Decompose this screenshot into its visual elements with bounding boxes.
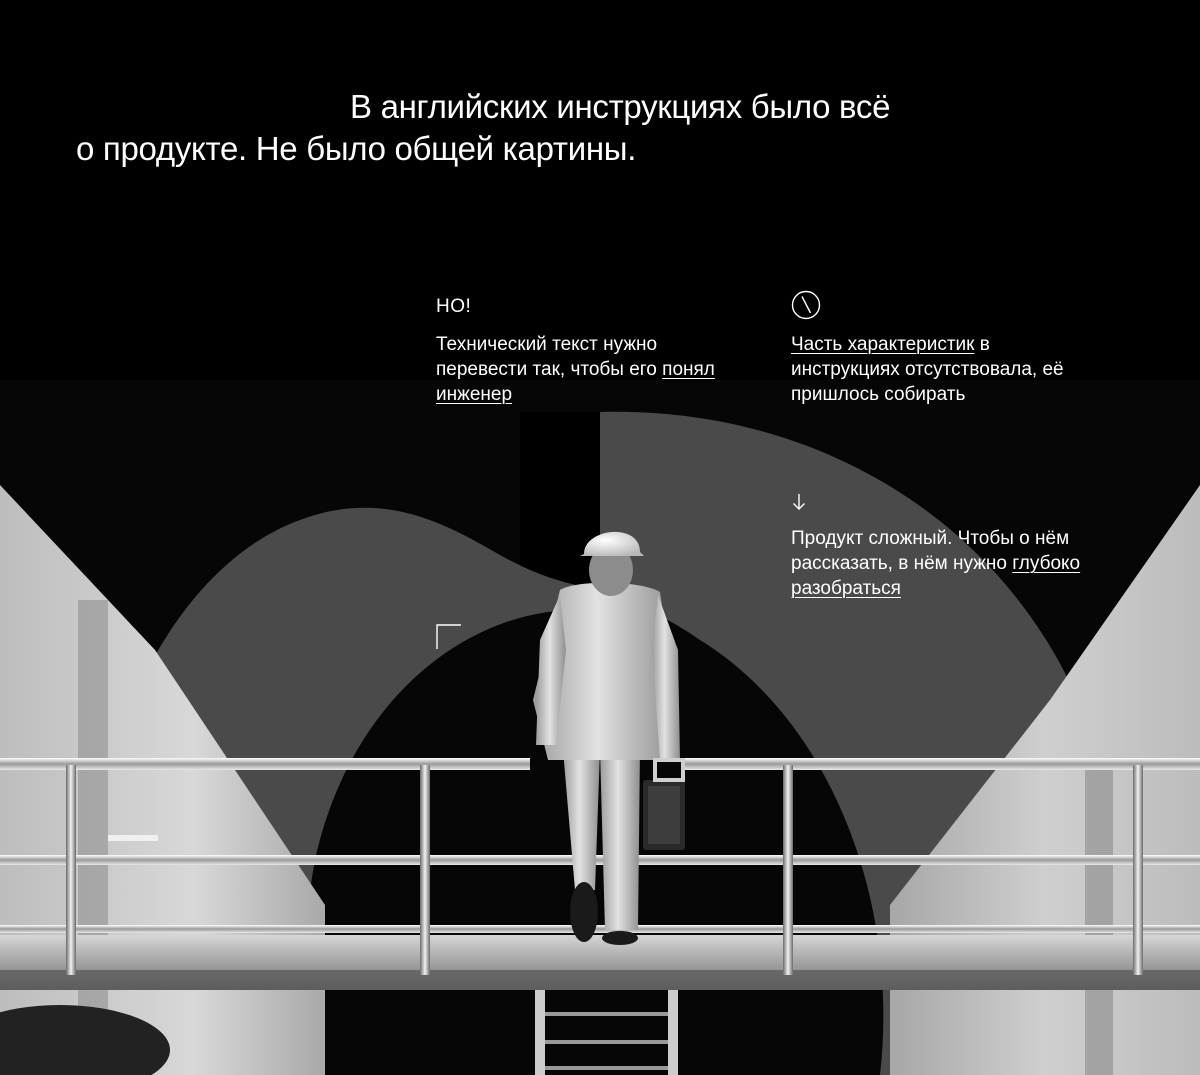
- text-block-engineer: [436, 332, 726, 407]
- text-block-specs: [791, 332, 1091, 407]
- product-text: Продукт сложный. Чтобы о нём рассказать, в нём нужно: [791, 528, 1070, 574]
- text-block-product: [791, 526, 1091, 601]
- arrow-down-icon: [790, 492, 808, 512]
- corner-bracket-icon: [436, 624, 462, 650]
- page-headline: [76, 86, 976, 170]
- engineer-text: Технический текст нужно перевести так, чтобы его: [436, 334, 663, 380]
- product-link[interactable]: глубоко разобраться: [791, 553, 1081, 599]
- note-label: НО!: [436, 296, 472, 317]
- headline-line-2: о продукте. Не было общей картины.: [76, 130, 637, 167]
- slash-circle-icon: [791, 290, 821, 320]
- specs-link[interactable]: Часть характеристик: [791, 334, 975, 355]
- headline-line-1: В английских инструкциях было всё: [350, 88, 891, 125]
- engineer-link[interactable]: понял инженер: [436, 359, 715, 405]
- specs-text: в инструкциях отсутствовала, её пришлось собирать: [791, 334, 1064, 405]
